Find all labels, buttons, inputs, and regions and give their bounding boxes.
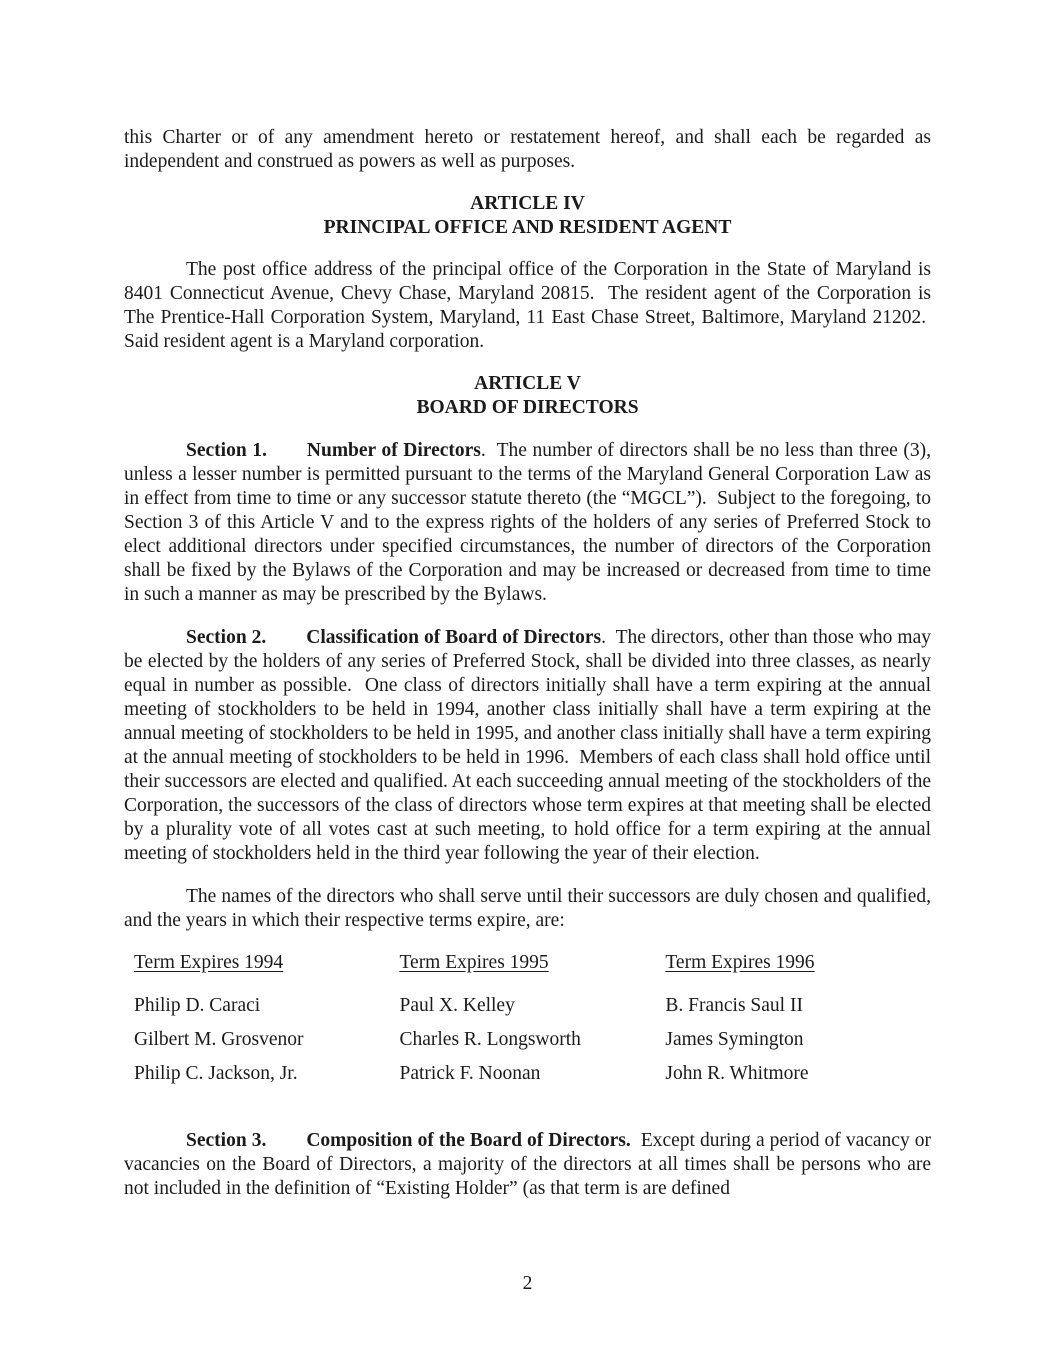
section-2-body: . The directors, other than those who may be elected by the holders of any series of Preferred Stock, shall be divided into three classes, as nearly equal in number as possible. One class of directors initially shall have a term expiring at the annual meeting of stockholders to be held in 1994, another class initially shall have a term expiring at the annual meeting of stockholders to be held in 1995, and another class initially shall have a term expiring at the annual meeting of stockholders to be held in 1996. Members of each class shall hold office until their successors are elected and qualified. At each succeeding annual meeting of the stockholders of the Corporation, the successors of the class of directors whose term expires at that meeting shall be elected by a plurality vote of all votes cast at such meeting, to hold office for a term expiring at the annual meeting of stockholders held in the third year following the year of their election. [124,627,931,864]
article-v-subtitle: BOARD OF DIRECTORS [416,397,639,418]
directors-table-header: Term Expires 1995 [399,952,549,973]
article-v-heading [124,372,931,420]
section-1-title: Number of Directors [306,440,481,461]
section-3-paragraph [124,1129,931,1201]
section-3-label: Section 3. [186,1130,267,1151]
directors-table-header-row [134,951,931,989]
section-2-label: Section 2. [186,627,267,648]
article-iv-heading [124,192,931,240]
section-3-title: Composition of the Board of Directors. [306,1130,631,1151]
section-1-paragraph [124,439,931,607]
directors-table-header: Term Expires 1996 [665,952,815,973]
table-row [134,1023,931,1057]
directors-table-header: Term Expires 1994 [134,952,284,973]
continuation-paragraph: this Charter or of any amendment hereto or restatement hereof, and shall each be regarded as independent and construed as powers as well as purposes. [124,127,931,172]
article-iv-subtitle: PRINCIPAL OFFICE AND RESIDENT AGENT [323,217,732,238]
section-3-body: Except during a period of vacancy or vacancies on the Board of Directors, a majority of the directors at all times shall be persons who are not included in the definition of “Existing Holder” (as that term is are defined [124,1130,931,1199]
section-1-label: Section 1. [186,440,267,461]
article-iv-title: ARTICLE IV [470,193,585,214]
table-row [134,989,931,1023]
section-1-body: . The number of directors shall be no less than three (3), unless a lesser number is permitted pursuant to the terms of the Maryland General Corporation Law as in effect from time to time or any successor statute thereto (the “MGCL”). Subject to the foregoing, to Section 3 of this Article V and to the express rights of the holders of any series of Preferred Stock to elect additional directors under specified circumstances, the number of directors of the Corporation shall be fixed by the Bylaws of the Corporation and may be increased or decreased from time to time in such a manner as may be prescribed by the Bylaws. [124,440,931,605]
director-name: B. Francis Saul II [665,995,803,1016]
page-number: 2 [522,1273,533,1294]
directors-table [134,951,931,1091]
director-name: Philip C. Jackson, Jr. [134,1063,298,1084]
director-name: Gilbert M. Grosvenor [134,1029,304,1050]
table-row [134,1057,931,1091]
directors-intro-paragraph: The names of the directors who shall serve until their successors are duly chosen and qualified, and the years in which their respective terms expire, are: [124,886,931,931]
director-name: Charles R. Longsworth [399,1029,581,1050]
director-name: Paul X. Kelley [399,995,515,1016]
director-name: Philip D. Caraci [134,995,261,1016]
director-name: James Symington [665,1029,804,1050]
article-iv-paragraph: The post office address of the principal office of the Corporation in the State of Maryland is 8401 Connecticut Avenue, Chevy Chase, Maryland 20815. The resident agent of the Corporation is The Prentice-Hall Corporation System, Maryland, 11 East Chase Street, Baltimore, Maryland 21202. Said resident agent is a Maryland corporation. [124,259,931,352]
section-2-paragraph [124,626,931,866]
director-name: John R. Whitmore [665,1063,809,1084]
director-name: Patrick F. Noonan [399,1063,541,1084]
section-2-title: Classification of Board of Directors [306,627,602,648]
article-v-title: ARTICLE V [474,373,581,394]
